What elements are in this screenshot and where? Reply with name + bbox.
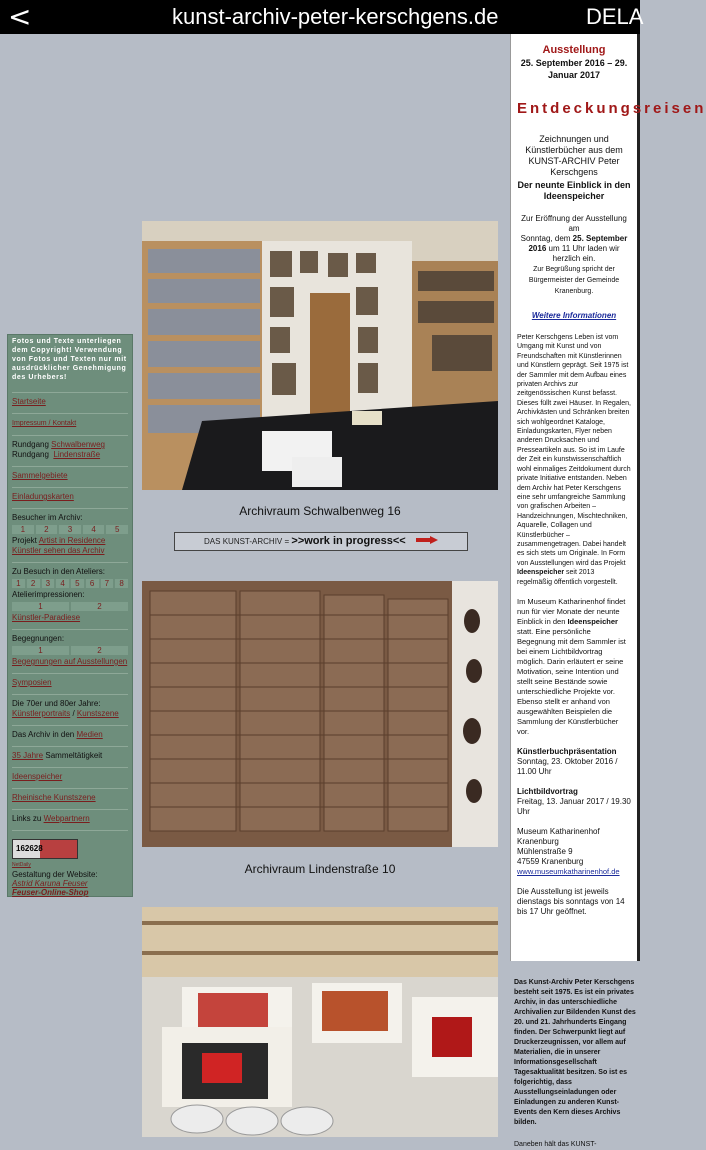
artworks-table-image	[142, 907, 498, 1137]
archive-photo-schwalbenweg[interactable]	[142, 221, 498, 490]
body-text: Im Museum Katharinenhof findet nun für vier Monate der neunte Einblick in den	[517, 596, 626, 626]
body-text: statt. Eine persönliche Begegnung mit dem Sammler ist bei einem Lichtbildvortrag möglich. Darin erläutert er seine Motivation, seine Intention und stellt seine Bestände sowie unterschiedliche Projekte vor. Ebenso stellt er anhand von ausgewählten Beispielen die Sammlung der Künstlerbücher vor.	[517, 626, 626, 736]
page-link[interactable]: 7	[101, 579, 114, 588]
kbp-title: Künstlerbuchpräsentation	[517, 746, 617, 756]
drawer-cabinet-image	[142, 581, 498, 847]
ateliers-pages	[12, 579, 128, 588]
nav-sammelgebiete[interactable]: Sammelgebiete	[12, 471, 68, 480]
links-label: Links zu	[12, 814, 42, 823]
sidebar-nav	[7, 334, 133, 897]
language-label[interactable]: DELA	[586, 4, 644, 29]
medien-label: Das Archiv in den	[12, 730, 75, 739]
nav-kuenstler-paradiese[interactable]: Künstler-Paradiese	[12, 613, 81, 622]
nav-symposien[interactable]: Symposien	[12, 678, 52, 687]
page-link[interactable]: 1	[12, 525, 34, 534]
body-text: seit 2013 regelmäßig öffentlich vorgestellt.	[517, 569, 618, 586]
nav-medien[interactable]: Medien	[76, 730, 103, 739]
nav-einladungskarten[interactable]: Einladungskarten	[12, 492, 74, 501]
nav-rundgang-schwalbenweg[interactable]: Schwalbenweg	[51, 440, 105, 449]
museum-city: Kranenburg	[517, 836, 559, 846]
page-link[interactable]: 8	[115, 579, 128, 588]
arrow-right-icon	[416, 533, 438, 550]
ateliers-label: Zu Besuch in den Ateliers:	[12, 567, 105, 576]
archive-photo-table[interactable]	[142, 907, 498, 1137]
70er-label: Die 70er und 80er Jahre:	[12, 699, 101, 708]
page-link[interactable]: 5	[71, 579, 84, 588]
exhibition-subtitle-bold: Der neunte Einblick in den Ideenspeicher	[517, 180, 631, 201]
shop-link[interactable]: Feuser-Online-Shop	[12, 888, 89, 897]
archive-room-image	[142, 221, 498, 490]
exhibition-subtitle: Zeichnungen und Künstlerbücher aus dem KUNST-ARCHIV Peter Kerschgens	[525, 134, 623, 177]
work-in-progress-banner[interactable]	[174, 532, 468, 551]
page-link[interactable]: 2	[27, 579, 40, 588]
page-link[interactable]: 4	[83, 525, 105, 534]
back-icon[interactable]: <	[8, 0, 32, 33]
opening-text: um 11 Uhr laden wir herzlich ein.	[548, 244, 620, 263]
archive-photo-lindenstrasse[interactable]	[142, 581, 498, 847]
page-link[interactable]: 1	[12, 602, 69, 611]
lbv-title: Lichtbildvortrag	[517, 786, 578, 796]
nav-rundgang-lindenstrasse[interactable]: Lindenstraße	[53, 450, 101, 459]
page-link[interactable]: 4	[56, 579, 69, 588]
page-link[interactable]: 2	[36, 525, 58, 534]
browser-bar	[0, 0, 644, 34]
page-link[interactable]: 3	[42, 579, 55, 588]
page-link[interactable]: 2	[71, 602, 128, 611]
page-link[interactable]: 1	[12, 646, 69, 655]
nav-startseite[interactable]: Startseite	[12, 397, 46, 406]
wip-bold: >>work in progress<<	[291, 535, 406, 547]
visitor-counter: 162628	[12, 839, 78, 859]
caption-schwalbenweg: Archivraum Schwalbenweg 16	[239, 504, 401, 518]
nav-artist-in-residence[interactable]: Artist in Residence	[38, 536, 106, 545]
more-info-link[interactable]: Weitere Informationen	[531, 311, 617, 320]
rundgang-label: Rundgang	[12, 440, 49, 449]
exhibition-title: Entdeckungsreisen	[517, 100, 706, 117]
atelierimpressionen-pages	[12, 602, 128, 611]
caption-lindenstrasse: Archivraum Lindenstraße 10	[244, 862, 396, 876]
designer-link[interactable]: Astrid Karuna Feuser	[12, 879, 88, 888]
page-link[interactable]: 3	[59, 525, 81, 534]
gestaltung-label: Gestaltung der Website:	[12, 870, 98, 879]
projekt-label: Projekt	[12, 536, 37, 545]
lbv-date: Freitag, 13. Januar 2017 / 19.30 Uhr	[517, 796, 631, 816]
atelierimpressionen-label: Atelierimpressionen:	[12, 590, 85, 599]
page-link[interactable]: 2	[71, 646, 128, 655]
site-title: kunst-archiv-peter-kerschgens.de	[172, 4, 499, 29]
jahre-text: Sammeltätigkeit	[43, 751, 103, 760]
opening-text: Zur Eröffnung der Ausstellung am	[521, 214, 627, 233]
nav-webpartner[interactable]: Webpartnern	[43, 814, 90, 823]
body-bold: Ideenspeicher	[517, 569, 565, 577]
exhibition-heading: Ausstellung	[542, 44, 606, 56]
opening-date: 25. September 2016	[528, 234, 628, 253]
page-link[interactable]: 6	[86, 579, 99, 588]
counter-caption[interactable]: NetDaily	[12, 862, 31, 868]
about-archive	[510, 976, 640, 1148]
copyright-notice: Fotos und Texte unterliegen dem Copyright! Verwendung von Fotos und Texten nur mit ausdrücklicher Genehmigung des Urhebers!	[12, 338, 127, 381]
page-link[interactable]: 1	[12, 579, 25, 588]
rundgang-label: Rundgang	[12, 450, 49, 459]
body-bold: Ideenspeicher	[567, 616, 618, 626]
museum-zip: 47559 Kranenburg	[517, 856, 584, 866]
nav-kuenstlerportraits[interactable]: Künstlerportraits	[12, 709, 71, 718]
kbp-date: Sonntag, 23. Oktober 2016 / 11.00 Uhr	[517, 756, 618, 776]
exhibition-dates: 25. September 2016 – 29. Januar 2017	[520, 58, 628, 80]
nav-impressum[interactable]: Impressum / Kontakt	[12, 420, 77, 427]
begegnungen-label: Begegnungen:	[12, 634, 65, 643]
museum-name: Museum Katharinenhof	[517, 826, 600, 836]
museum-street: Mühlenstraße 9	[517, 846, 573, 856]
body-text: Peter Kerschgens Leben ist vom Umgang mit Kunst und von Freundschaften mit Künstlerinnen und Künstlern geprägt. Seit 1975 ist der Sammler mit dem Aufbau eines privaten Archivs zur zeitgenössischen Kunst befasst. Dieses füllt zwei Häuser. In Regalen, Archivkästen und Schränken breiten sich wohlgeordnet Kataloge, Einladungskarten, Flyer neben anderen Drucksachen und Presseartikeln aus. So ist im Laufe der Zeit ein kunstwissenschaftlich wohl einmaliges Zeitdokument durch private Initiative entstanden. Neben dem Archiv hat Peter Kerschgens eine sehr umfangreiche Sammlung von grafischen Arbeiten – Handzeichnungen, Mischtechniken, Aquarelle, Collagen und Künstlerbücher – zusammengetragen. Dabei handelt es sich stets um Originale. In Form von Ausstellungen wird das Projekt	[517, 334, 631, 567]
about-tail: Daneben hält das KUNST-	[514, 1141, 597, 1148]
nav-rheinische-kunstszene[interactable]: Rheinische Kunstszene	[12, 793, 96, 802]
nav-kuenstler-sehen[interactable]: Künstler sehen das Archiv	[12, 546, 105, 555]
opening-hours: Die Ausstellung ist jeweils dienstags bis sonntags von 14 bis 17 Uhr geöffnet.	[517, 886, 625, 916]
begegnungen-pages	[12, 646, 128, 655]
separator: /	[70, 709, 77, 718]
about-text: Das Kunst-Archiv Peter Kerschgens besteht seit 1975. Es ist ein privates Archiv, in das unterschiedliche Archivalien zur Bildenden Kunst des 20. und 21. Jahrhunderts Eingang finden. Der Schwerpunkt liegt auf Druckerzeugnissen, vor allem auf Materialien, die in unserer Informationsgesellschaft Tagesaktualität besitzen. So ist es folgerichtig, dass Ausstellungseinladungen oder Einladungen zu anderen Kunst-Events den Kern dieses Archivs bilden.	[514, 979, 636, 1126]
museum-url[interactable]: www.museumkatharinenhof.de	[517, 866, 620, 876]
wip-prefix: DAS KUNST-ARCHIV =	[204, 537, 292, 546]
nav-begegnungen-ausstellungen[interactable]: Begegnungen auf Ausstellungen	[12, 657, 128, 666]
nav-kunstszene[interactable]: Kunstszene	[76, 709, 119, 718]
exhibition-info-box	[510, 34, 706, 961]
nav-35-jahre[interactable]: 35 Jahre	[12, 751, 44, 760]
opening-text: Sonntag, dem	[520, 234, 571, 243]
besucher-pages	[12, 525, 128, 534]
nav-ideenspeicher[interactable]: Ideenspeicher	[12, 772, 63, 781]
page-link[interactable]: 5	[106, 525, 128, 534]
opening-note: Zur Begrüßung spricht der Bürgermeister der Gemeinde Kranenburg.	[528, 266, 620, 295]
besucher-label: Besucher im Archiv:	[12, 513, 83, 522]
